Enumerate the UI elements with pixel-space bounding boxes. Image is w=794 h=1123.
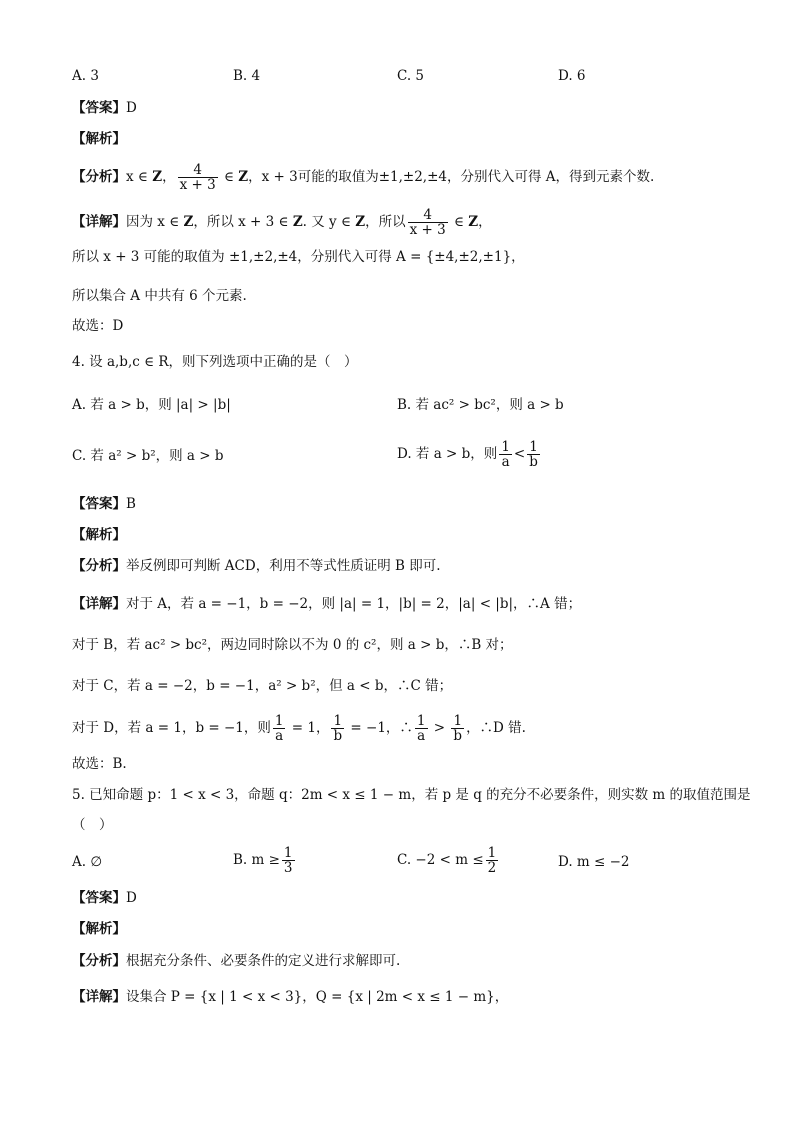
text: = −1，∴ <box>346 720 413 736</box>
text: ，所以 <box>365 214 406 230</box>
q4-xiangjie-line3: 对于 C，若 a = −2，b = −1，a² > b²，但 a < b，∴C 错； <box>72 678 453 694</box>
fraction <box>415 714 428 743</box>
q4-option-c: C. 若 a² > b²，则 a > b <box>72 448 224 464</box>
answer-value: D <box>126 100 137 116</box>
q4-answer <box>72 494 136 514</box>
text: = 1， <box>287 720 330 736</box>
denominator: a <box>273 728 286 743</box>
q5-stem-cont: （ ） <box>72 817 113 833</box>
fraction <box>282 846 295 875</box>
q5-option-c <box>397 846 500 875</box>
q3-option-b: B. 4 <box>233 68 261 84</box>
numerator: 1 <box>283 845 293 861</box>
q4-option-b: B. 若 ac² > bc²，则 a > b <box>397 397 564 413</box>
answer-tag: 【答案】 <box>72 100 126 116</box>
fraction <box>408 208 448 237</box>
q4-option-a: A. 若 a > b，则 |a| > |b| <box>72 397 231 413</box>
numerator: 4 <box>193 162 202 178</box>
q5-xiangjie <box>72 987 508 1007</box>
text: D. 若 a > b，则 <box>397 446 498 462</box>
text: B. m ≥ <box>233 852 280 868</box>
set-z: Z <box>183 214 194 230</box>
q3-xiangjie <box>72 208 492 237</box>
denominator: x + 3 <box>179 177 216 193</box>
text: 因为 x ∈ <box>126 214 184 230</box>
numerator: 1 <box>501 439 510 455</box>
numerator: 4 <box>423 207 432 223</box>
text: 根据充分条件、必要条件的定义进行求解即可. <box>126 953 401 969</box>
q4-xiangjie <box>72 594 581 614</box>
q5-answer <box>72 888 137 908</box>
xiangjie-tag: 【详解】 <box>72 596 126 612</box>
fenxi-tag: 【分析】 <box>72 953 126 969</box>
analysis-tag: 【解析】 <box>72 131 126 147</box>
q5-option-d: D. m ≤ −2 <box>558 854 630 870</box>
set-z: Z <box>468 214 479 230</box>
set-z: Z <box>292 214 303 230</box>
fraction <box>486 846 499 875</box>
answer-value: B <box>126 496 136 512</box>
q5-option-a: A. ∅ <box>72 854 103 870</box>
q3-answer <box>72 98 137 118</box>
q4-choose: 故选：B. <box>72 756 127 772</box>
denominator: b <box>453 728 463 744</box>
q3-xiangjie-line2: 所以 x + 3 可能的取值为 ±1,±2,±4，分别代入可得 A = {±4,±2,±1}， <box>72 249 525 265</box>
set-z: Z <box>238 169 249 185</box>
q4-stem: 4. 设 a,b,c ∈ R，则下列选项中正确的是（ ） <box>72 354 358 370</box>
denominator: 2 <box>487 860 497 876</box>
q4-xiangjie-line4 <box>72 714 526 743</box>
q4-fenxi <box>72 556 441 576</box>
text: 对于 D，若 a = 1，b = −1，则 <box>72 720 271 736</box>
denominator: b <box>529 454 538 470</box>
text: . 又 y ∈ <box>302 214 356 230</box>
denominator: a <box>415 728 428 743</box>
fraction <box>451 714 464 743</box>
answer-value: D <box>126 890 137 906</box>
xiangjie-tag: 【详解】 <box>72 214 126 230</box>
denominator: 3 <box>283 860 293 876</box>
text: ∈ <box>449 214 469 230</box>
analysis-tag: 【解析】 <box>72 527 126 543</box>
numerator: 1 <box>487 845 497 861</box>
text: 设集合 P = {x | 1 < x < 3}，Q = {x | 2m < x ≤ 1 − m}， <box>126 989 509 1005</box>
text: < <box>513 446 526 462</box>
denominator: b <box>333 728 343 744</box>
denominator: a <box>499 454 512 469</box>
text: 举反例即可判断 ACD，利用不等式性质证明 B 即可. <box>126 558 441 574</box>
q5-option-b <box>233 846 297 875</box>
fraction <box>331 714 344 743</box>
analysis-tag: 【解析】 <box>72 921 126 937</box>
text: ∈ <box>219 169 239 185</box>
text: x + 3可能的取值为±1,±2,±4，分别代入可得 A，得到元素个数. <box>261 169 655 185</box>
set-z: Z <box>152 169 163 185</box>
fenxi-tag: 【分析】 <box>72 169 126 185</box>
q3-xiangjie-line3: 所以集合 A 中共有 6 个元素. <box>72 288 247 304</box>
numerator: 1 <box>274 713 284 729</box>
q3-analysis-heading <box>72 129 126 149</box>
fraction <box>527 440 540 469</box>
numerator: 1 <box>416 713 426 729</box>
text: ， <box>162 169 176 185</box>
answer-tag: 【答案】 <box>72 496 126 512</box>
xiangjie-tag: 【详解】 <box>72 989 126 1005</box>
q5-analysis-heading <box>72 919 126 939</box>
fenxi-tag: 【分析】 <box>72 558 126 574</box>
set-z: Z <box>355 214 366 230</box>
fraction <box>178 163 218 192</box>
q4-analysis-heading <box>72 525 126 545</box>
q3-option-a: A. 3 <box>72 68 99 84</box>
text: ， <box>248 169 262 185</box>
text: ，∴D 错. <box>466 720 526 736</box>
q5-stem: 5. 已知命题 p：1 < x < 3，命题 q：2m < x ≤ 1 − m，若 p 是 q 的充分不必要条件，则实数 m 的取值范围是 <box>72 787 751 803</box>
text: ， <box>478 214 492 230</box>
fraction <box>273 714 286 743</box>
numerator: 1 <box>453 713 463 729</box>
denominator: x + 3 <box>409 222 446 238</box>
q3-option-c: C. 5 <box>397 68 425 84</box>
q5-fenxi <box>72 951 400 971</box>
text: C. −2 < m ≤ <box>397 852 484 868</box>
q3-option-d: D. 6 <box>558 68 586 84</box>
text: x ∈ <box>126 169 153 185</box>
text: > <box>429 720 450 736</box>
numerator: 1 <box>529 439 538 455</box>
numerator: 1 <box>333 713 343 729</box>
q4-xiangjie-line2: 对于 B，若 ac² > bc²，两边同时除以不为 0 的 c²，则 a > b，∴B 对； <box>72 637 513 653</box>
q4-option-d <box>397 440 542 469</box>
q3-fenxi <box>72 163 654 192</box>
q3-choose: 故选：D <box>72 318 124 334</box>
answer-tag: 【答案】 <box>72 890 126 906</box>
text: ，所以 x + 3 ∈ <box>193 214 293 230</box>
text: 对于 A，若 a = −1，b = −2，则 |a| = 1，|b| = 2，|a| < |b|，∴A 错； <box>126 596 582 612</box>
fraction <box>499 440 512 469</box>
